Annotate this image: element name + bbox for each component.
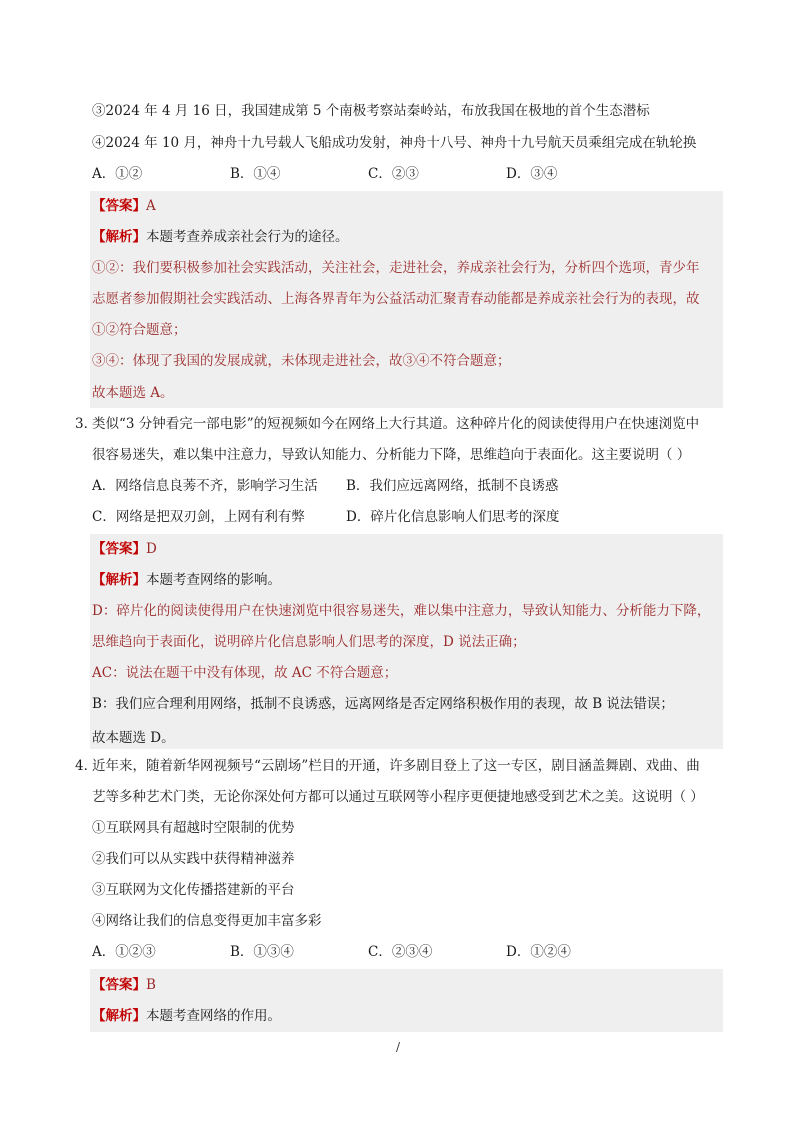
q2-answer	[92, 196, 156, 216]
q4-option-b: B．①③④	[230, 944, 294, 960]
q4-option-d: D．①②④	[506, 944, 571, 960]
q4-option-c: C．②③④	[368, 944, 433, 960]
q4-answer	[92, 975, 156, 995]
q4-stem-line-2: 艺等多种艺术门类，无论你深处何方都可以通过互联网等小程序更便捷地感受到艺术之美。这说明（ ）	[92, 789, 704, 805]
q4-stem-line-1: 近年来，随着新华网视频号“云剧场”栏目的开通，许多剧目登上了这一专区，剧目涵盖舞剧、戏曲、曲	[92, 758, 700, 774]
q3-conclusion: 故本题选 D。	[92, 730, 175, 746]
answer-value: A	[146, 198, 156, 214]
q3-conclusion-box	[90, 715, 723, 749]
analysis-tag: 【解析】	[92, 572, 146, 588]
q3-options-row-2	[92, 507, 559, 527]
q2-option-c: C．②③	[368, 166, 419, 182]
q3-answer-box	[90, 534, 723, 715]
q2-option-d: D．③④	[506, 166, 558, 182]
q2-conclusion-box	[90, 382, 723, 408]
q2-item-4: ④2024 年 10 月，神舟十九号载人飞船成功发射，神舟十八号、神舟十九号航天员乘组完成在轨轮换	[92, 135, 697, 151]
q4-answer-box	[90, 969, 723, 1032]
q3-answer	[92, 539, 157, 559]
q4-item-1: ①互联网具有超越时空限制的优势	[92, 820, 295, 836]
q2-analysis-line-3: ①②符合题意；	[92, 322, 187, 338]
q2-options	[92, 164, 557, 184]
q2-answer-box	[90, 191, 723, 382]
q4-item-3: ③互联网为文化传播搭建新的平台	[92, 882, 295, 898]
q4-options	[92, 942, 571, 962]
q3-option-c: C．网络是把双刃剑，上网有利有弊	[92, 509, 305, 525]
q3-analysis-line-2: 思维趋向于表面化，说明碎片化信息影响人们思考的深度，D 说法正确；	[92, 634, 526, 650]
q3-analysis-line-4: B：我们应合理利用网络，抵制不良诱惑，远离网络是否定网络积极作用的表现，故 B 说法错误；	[92, 696, 674, 712]
q4-number: 4．	[75, 758, 98, 774]
q2-analysis-intro	[92, 227, 349, 247]
analysis-tag: 【解析】	[92, 1008, 146, 1024]
q2-analysis-line-2: 志愿者参加假期社会实践活动、上海各界青年为公益活动汇聚青春动能都是养成亲社会行为的表现，故	[92, 291, 700, 307]
q2-conclusion: 故本题选 A。	[92, 385, 174, 401]
analysis-intro-text: 本题考查网络的作用。	[146, 1008, 281, 1024]
analysis-tag: 【解析】	[92, 229, 146, 245]
q3-analysis-intro	[92, 570, 281, 590]
q4-option-a: A．①②③	[92, 944, 156, 960]
answer-tag: 【答案】	[92, 977, 146, 993]
q3-number: 3．	[75, 416, 98, 432]
q3-option-a: A．网络信息良莠不齐，影响学习生活	[92, 478, 318, 494]
analysis-intro-text: 本题考查网络的影响。	[146, 572, 281, 588]
q3-stem-line-2: 很容易迷失，难以集中注意力，导致认知能力、分析能力下降，思维趋向于表面化。这主要说明（ ）	[92, 447, 691, 463]
answer-value: D	[146, 541, 157, 557]
q3-options-row-1	[92, 476, 558, 496]
q3-analysis-line-3: AC：说法在题干中没有体现，故 AC 不符合题意；	[92, 665, 398, 681]
answer-tag: 【答案】	[92, 541, 146, 557]
q2-analysis-line-4: ③④：体现了我国的发展成就，未体现走进社会，故③④不符合题意；	[92, 353, 511, 369]
q4-item-4: ④网络让我们的信息变得更加丰富多彩	[92, 913, 322, 929]
q3-option-b: B．我们应远离网络，抵制不良诱惑	[346, 478, 559, 494]
q2-analysis-line-1: ①②：我们要积极参加社会实践活动，关注社会，走进社会，养成亲社会行为，分析四个选项，青少年	[92, 260, 700, 276]
q4-item-2: ②我们可以从实践中获得精神滋养	[92, 851, 295, 867]
answer-value: B	[146, 977, 156, 993]
q2-option-b: B．①④	[230, 166, 281, 182]
q3-analysis-line-1: D：碎片化的阅读使得用户在快速浏览中很容易迷失，难以集中注意力，导致认知能力、分析能力下降，	[92, 603, 711, 619]
answer-tag: 【答案】	[92, 198, 146, 214]
q2-item-3: ③2024 年 4 月 16 日，我国建成第 5 个南极考察站秦岭站，布放我国在极地的首个生态潜标	[92, 103, 650, 119]
q3-option-d: D．碎片化信息影响人们思考的深度	[346, 509, 560, 525]
page-footer-mark: /	[396, 1040, 401, 1054]
analysis-intro-text: 本题考查养成亲社会行为的途径。	[146, 229, 349, 245]
q2-option-a: A．①②	[92, 166, 143, 182]
q3-stem-line-1: 类似“3 分钟看完一部电影”的短视频如今在网络上大行其道。这种碎片化的阅读使得用户在快速浏览中	[92, 416, 700, 432]
q4-analysis-intro	[92, 1006, 281, 1026]
